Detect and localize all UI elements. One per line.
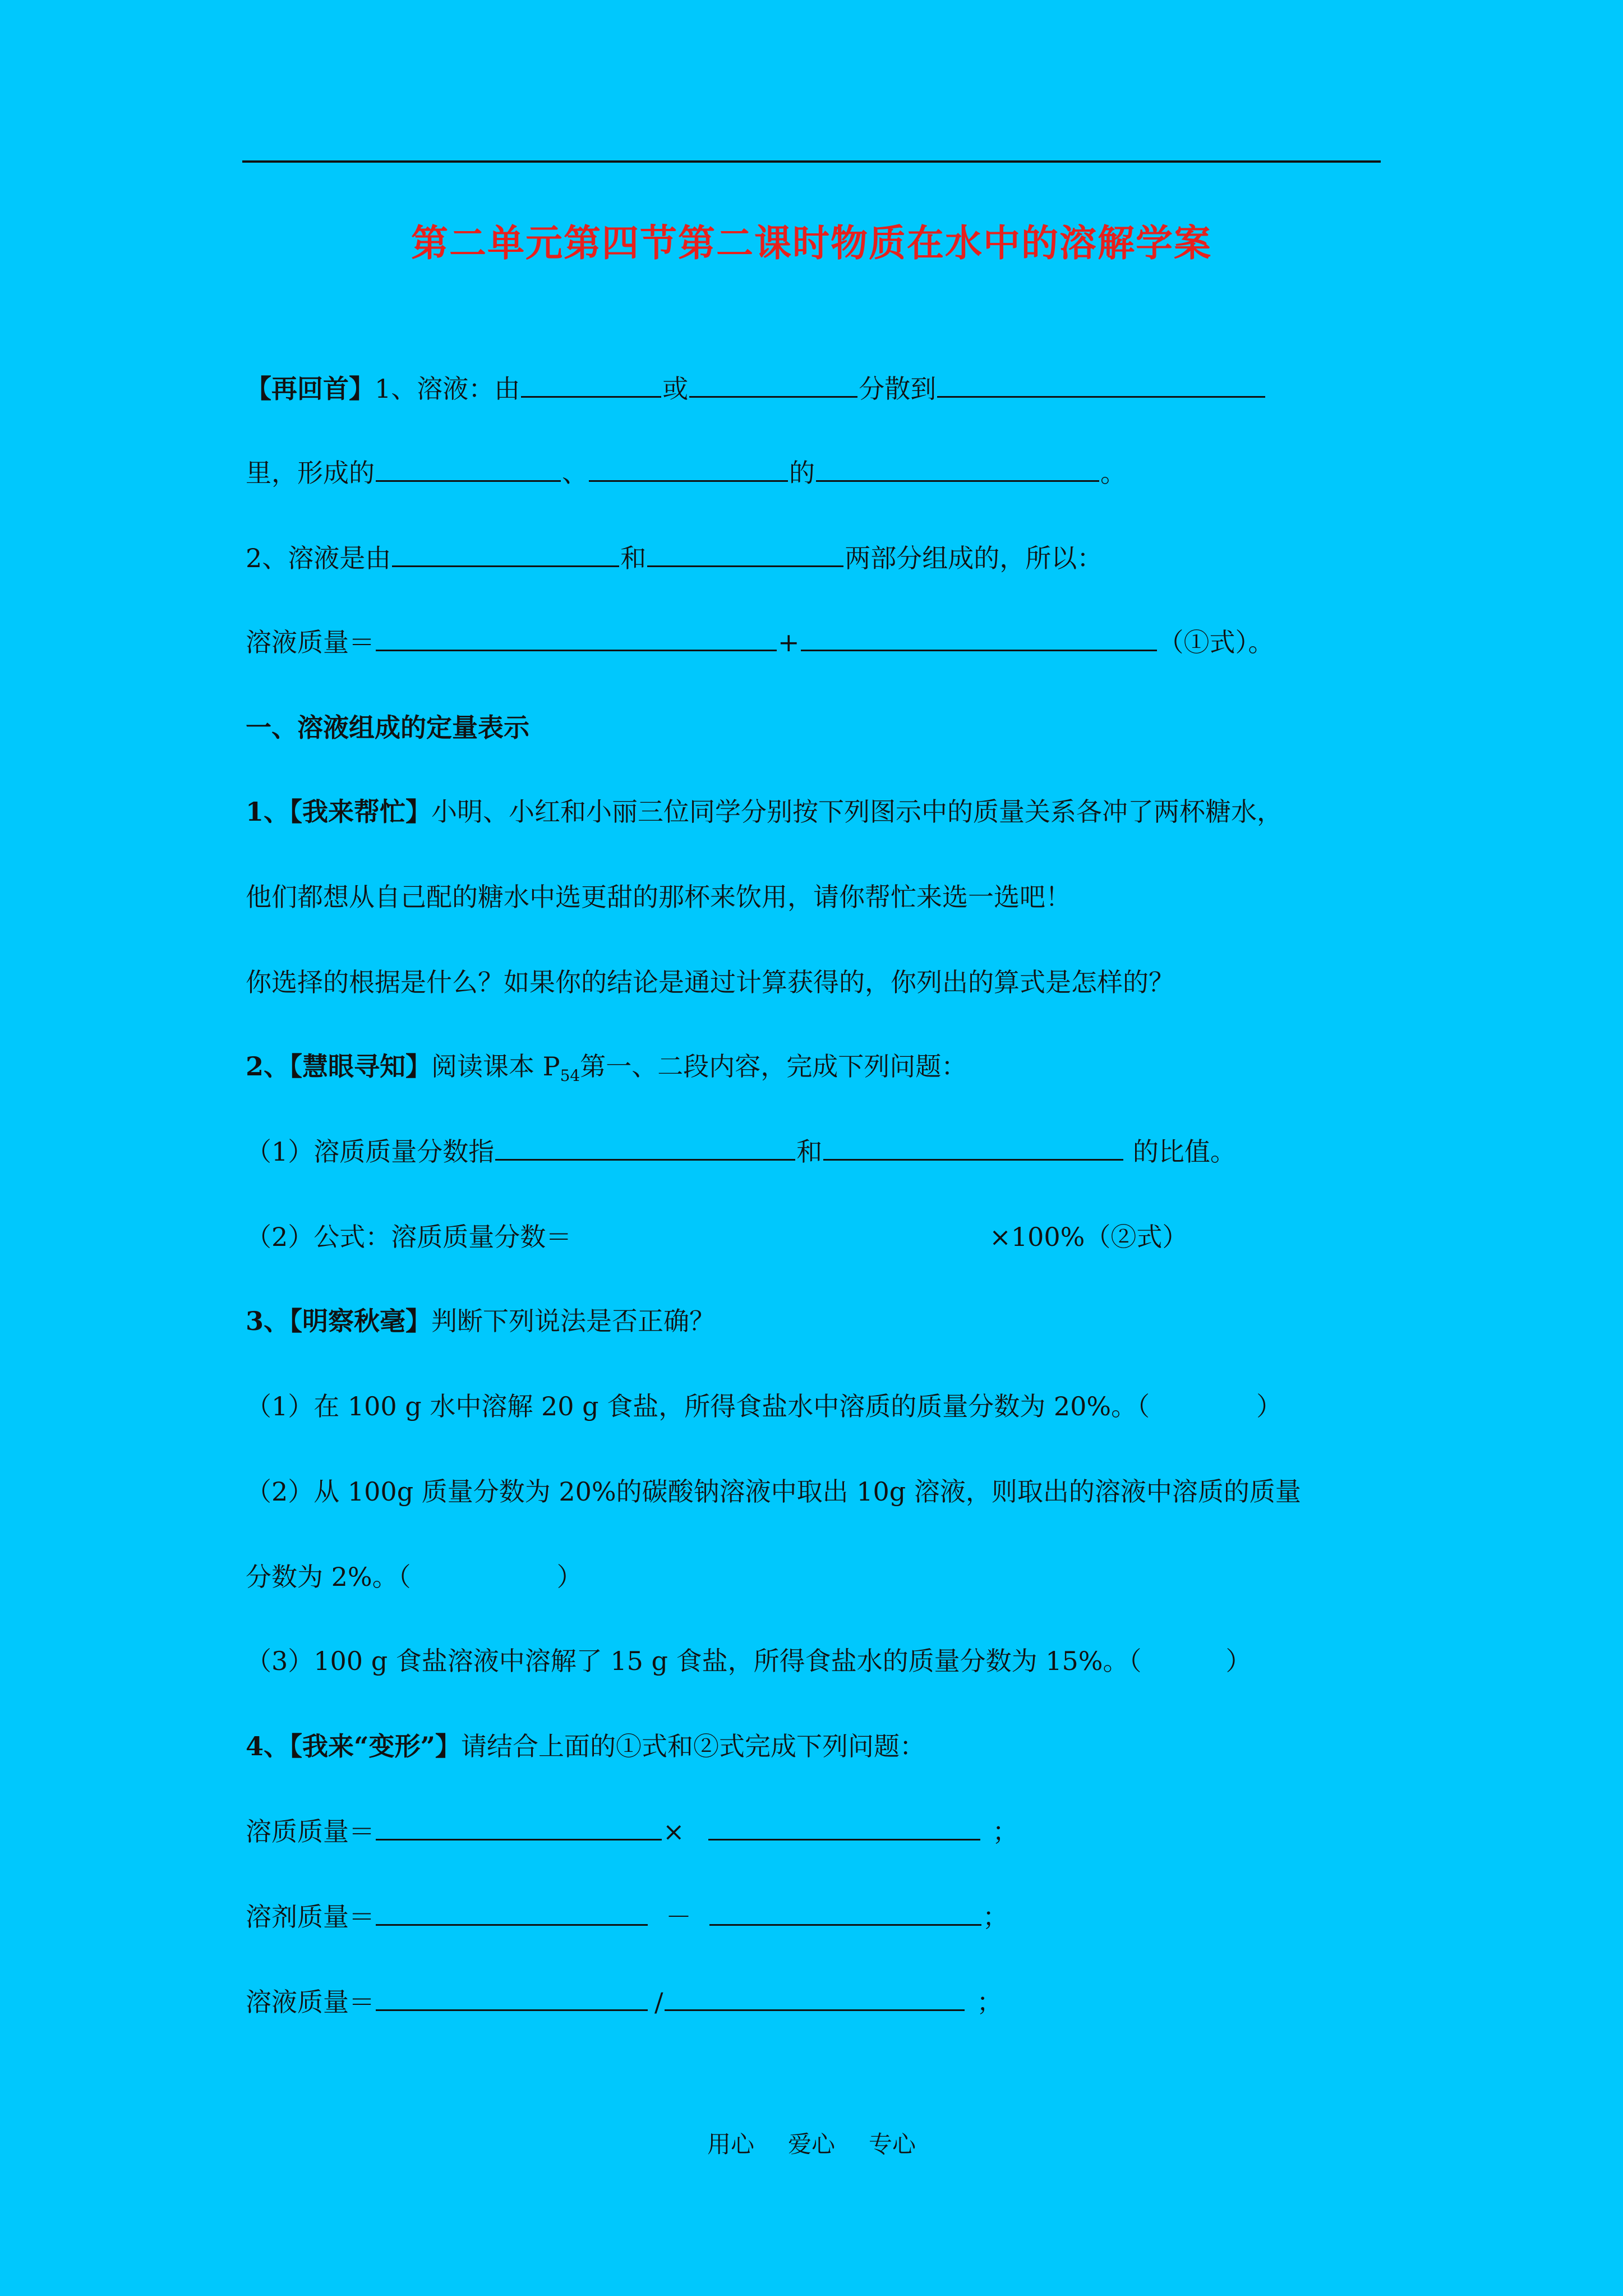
review-text: 溶液质量＝ xyxy=(246,627,375,657)
review-text: 的 xyxy=(789,458,815,488)
question-number: 2、 xyxy=(246,1051,290,1082)
blank[interactable] xyxy=(801,624,1157,651)
review-text: 或 xyxy=(662,374,689,404)
item-text: ） xyxy=(1256,1391,1283,1421)
blank[interactable] xyxy=(709,1898,981,1926)
blank[interactable] xyxy=(647,540,843,567)
blank[interactable] xyxy=(689,370,857,398)
formula-operator: / xyxy=(654,1987,663,2017)
blank[interactable] xyxy=(376,454,561,482)
review-line-2 xyxy=(246,453,1126,493)
q2-item-2 xyxy=(246,1217,1188,1257)
header-rule xyxy=(242,160,1381,163)
q1-line-1 xyxy=(246,792,1283,831)
question-number: 3、 xyxy=(246,1306,290,1336)
blank[interactable] xyxy=(376,1813,662,1841)
item-text: （2）公式：溶质质量分数＝ xyxy=(246,1222,572,1252)
question-number: 1、 xyxy=(246,797,290,827)
footer-text: 用心 xyxy=(707,2131,754,2158)
review-line-4 xyxy=(246,623,1274,662)
review-line-3 xyxy=(246,539,1103,578)
footer-text: 专心 xyxy=(869,2131,916,2158)
q4-formula-2 xyxy=(246,1897,1008,1936)
q3-item-1 xyxy=(246,1387,1282,1426)
blank[interactable] xyxy=(665,1984,965,2011)
blank[interactable] xyxy=(376,1898,648,1926)
q3-item-3 xyxy=(246,1641,1251,1681)
item-text: ） xyxy=(1225,1646,1252,1676)
item-text: （3）100 g 食盐溶液中溶解了 15 g 食盐，所得食盐水的质量分数为 15%。（ xyxy=(246,1646,1142,1676)
review-text: + xyxy=(778,627,800,657)
question-text: 判断下列说法是否正确？ xyxy=(431,1306,716,1336)
question-tag: 【我来帮忙】 xyxy=(289,797,432,827)
q1-line-2: 他们都想从自己配的糖水中选更甜的那杯来饮用，请你帮忙来选一选吧！ xyxy=(246,882,1071,912)
item-text: 的比值。 xyxy=(1124,1137,1236,1167)
item-text: ×100%（②式） xyxy=(989,1222,1188,1252)
question-text: 请结合上面的①式和②式完成下列问题： xyxy=(460,1731,925,1761)
q2-item-1 xyxy=(246,1132,1236,1171)
question-tag: 【我来“变形”】 xyxy=(289,1731,461,1761)
blank[interactable] xyxy=(495,1133,795,1161)
q3-item-2-cont xyxy=(246,1557,583,1596)
section-heading: 一、溶液组成的定量表示 xyxy=(246,712,529,743)
question-tag: 【明察秋毫】 xyxy=(289,1306,432,1336)
q4-formula-1 xyxy=(246,1812,1018,1851)
blank[interactable] xyxy=(376,624,777,651)
q3-line-1 xyxy=(246,1301,715,1341)
review-text: 、 xyxy=(562,458,588,488)
review-text: 两部分组成的，所以： xyxy=(845,543,1103,573)
page-title: 第二单元第四节第二课时物质在水中的溶解学案 xyxy=(411,221,1212,265)
q1-line-3: 你选择的根据是什么？如果你的结论是通过计算获得的，你列出的算式是怎样的？ xyxy=(246,967,1174,997)
q3-item-2: （2）从 100g 质量分数为 20%的碳酸钠溶液中取出 10g 溶液，则取出的溶液中溶质的质量 xyxy=(246,1476,1301,1507)
blank[interactable] xyxy=(521,370,661,398)
blank[interactable] xyxy=(376,1984,648,2011)
blank[interactable] xyxy=(589,454,788,482)
q4-formula-3 xyxy=(246,1982,1003,2022)
q4-line-1 xyxy=(246,1727,925,1766)
formula-text: ； xyxy=(983,1902,1008,1932)
formula-text: ； xyxy=(976,1987,1003,2017)
review-text: 里，形成的 xyxy=(246,458,375,488)
footer-text: 爱心 xyxy=(787,2131,835,2158)
review-text: 。 xyxy=(1100,458,1126,488)
question-number: 4、 xyxy=(246,1731,290,1761)
blank[interactable] xyxy=(937,370,1265,398)
blank[interactable] xyxy=(392,540,619,567)
review-text: （①式）。 xyxy=(1158,627,1274,657)
formula-text: 溶剂质量＝ xyxy=(246,1902,375,1932)
formula-text: 溶质质量＝ xyxy=(246,1816,375,1847)
page-subscript: 54 xyxy=(560,1066,580,1085)
blank[interactable] xyxy=(823,1133,1123,1161)
item-text: 分数为 2%。（ xyxy=(246,1562,411,1592)
review-text: 和 xyxy=(620,543,647,573)
item-text: 和 xyxy=(796,1137,823,1167)
item-text: （1）溶质质量分数指 xyxy=(246,1137,495,1167)
review-text: 2、溶液是由 xyxy=(246,543,391,573)
formula-operator: － xyxy=(666,1902,691,1932)
blank[interactable] xyxy=(708,1813,980,1841)
item-text: （1）在 100 g 水中溶解 20 g 食盐，所得食盐水中溶质的质量分数为 20%。（ xyxy=(246,1391,1150,1421)
formula-text: 溶液质量＝ xyxy=(246,1987,375,2017)
question-tag: 【慧眼寻知】 xyxy=(289,1051,432,1082)
review-line-1 xyxy=(246,369,1266,408)
page-footer xyxy=(0,2126,1623,2160)
question-text: 小明、小红和小丽三位同学分别按下列图示中的质量关系各冲了两杯糖水， xyxy=(431,797,1283,827)
item-text: ） xyxy=(556,1562,583,1592)
question-text: 阅读课本 P xyxy=(431,1051,560,1082)
formula-operator: × xyxy=(663,1816,685,1847)
q2-line-1 xyxy=(246,1047,967,1096)
formula-text: ； xyxy=(992,1816,1018,1847)
review-text: 1、溶液：由 xyxy=(375,374,520,404)
question-text: 第一、二段内容，完成下列问题： xyxy=(580,1051,967,1082)
blank[interactable] xyxy=(816,454,1099,482)
review-tag: 【再回首】 xyxy=(246,374,375,404)
review-text: 分散到 xyxy=(859,374,937,404)
